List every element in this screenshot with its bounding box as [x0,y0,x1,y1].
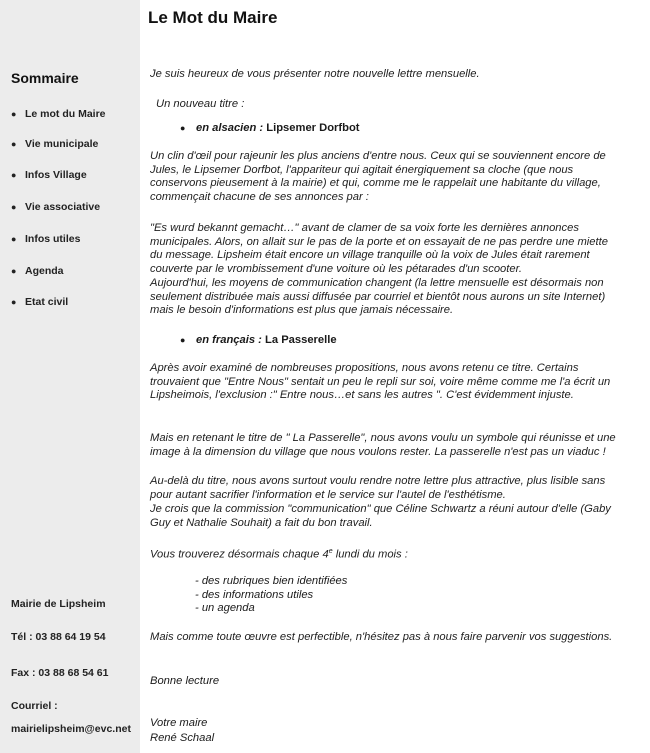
list-item: - un agenda [195,602,255,614]
mairie-name: Mairie de Lipsheim [11,598,106,610]
bullet-icon: ● [11,234,17,244]
email-label: Courriel : [11,700,58,712]
list-item: - des informations utiles [195,588,314,601]
nav-item-vie-associative[interactable]: ● Vie associative [11,201,101,213]
bullet-icon: ● [11,109,17,119]
list-item: - des rubriques bien identifiées [195,575,348,587]
francais-heading: ● en français : La Passerelle [180,334,337,346]
email-link[interactable]: mairielipsheim@evc.net [11,723,131,735]
sidebar [0,0,140,753]
nav-item-le-mot-du-maire[interactable]: ● Le mot du Maire [11,108,106,120]
paragraph-annonces: "Es wurd bekannt gemacht…" avant de clamer de sa voix forte les dernières annonces municipales. Alors, on allait sur le pas de la porte et on essayait de ne pas perdre une miette du message. Lipsheim était encore un village tranquille où la voix de Jules était rarement couverte par le vrombissement d'une voiture où les pétarades d'un scooter. [150,222,608,275]
paragraph-passerelle: Mais en retenant le titre de " La Passerelle", nous avons voulu un symbole qui réunisse et une image à la dimension du village que nous voulons rester. La passerelle n'est pas un viaduc ! [150,432,616,458]
paragraph-jules: Un clin d'œil pour rajeunir les plus anciens d'entre nous. Ceux qui se souviennent encore de Jules, le Lipsemer Dorfbot, l'appariteur qui agitait énergiquement sa cloche (que nous conservons pieusement à la mairie) et qui, comme me le rappelait une habitante du village, commençait chacune de ses annonces par : [150,150,606,203]
nav-item-infos-utiles[interactable]: ● Infos utiles [11,233,81,245]
bullet-icon: ● [180,123,186,133]
intro-paragraph: Je suis heureux de vous présenter notre nouvelle lettre mensuelle. [150,68,480,80]
bullet-icon: ● [11,170,17,180]
closing-text: Bonne lecture [150,675,220,687]
tel-number: Tél : 03 88 64 19 54 [11,631,106,643]
paragraph-propositions: Après avoir examiné de nombreuses propositions, nous avons retenu ce titre. Certains trouvaient que "Entre Nous" sentait un peu le repli sur soi, voire même comme me l'a écrit un Lipsheimois, l'exclusion :" Entre nous…et sans les autres ". C'est évidemment injuste. [150,362,611,401]
sommaire-heading: Sommaire [11,70,79,86]
nav-item-etat-civil[interactable]: ● Etat civil [11,296,69,308]
paragraph-lundi: Vous trouverez désormais chaque 4e lundi du mois : [150,548,408,561]
paragraph-aujourdhui: Aujourd'hui, les moyens de communication changent (la lettre mensuelle est désormais non seulement distribuée mais aussi diffusée par courriel et bientôt nous aurons un site Internet) mais le besoin d'informations est plus que jamais nécessaire. [150,277,606,316]
paragraph-titre: Au-delà du titre, nous avons surtout voulu rendre notre lettre plus attractive, plus lisible sans pour autant sacrifier l'information et le service sur l'autel de l'esthétisme. [150,475,606,501]
nav-item-agenda[interactable]: ● Agenda [11,265,64,277]
signature-name: René Schaal [150,732,215,744]
paragraph-suggestions: Mais comme toute œuvre est perfectible, n'hésitez pas à nous faire parvenir vos suggestions. [150,631,613,643]
bullet-icon: ● [11,297,17,307]
signature-role: Votre maire [150,717,208,729]
page-title: Le Mot du Maire [148,8,278,27]
bullet-icon: ● [11,266,17,276]
paragraph-commission: Je crois que la commission "communication" que Céline Schwartz a réuni autour d'elle (Gaby Guy et Nathalie Souhait) a fait du bon travail. [150,503,611,529]
new-title-label: Un nouveau titre : [156,98,245,110]
bullet-icon: ● [11,202,17,212]
nav-item-vie-municipale[interactable]: ● Vie municipale [11,138,99,150]
bullet-icon: ● [11,139,17,149]
features-list [195,575,347,616]
alsacien-heading: ● en alsacien : Lipsemer Dorfbot [180,122,360,134]
nav-item-infos-village[interactable]: ● Infos Village [11,169,87,181]
bullet-icon: ● [180,335,186,345]
fax-number: Fax : 03 88 68 54 61 [11,667,109,679]
